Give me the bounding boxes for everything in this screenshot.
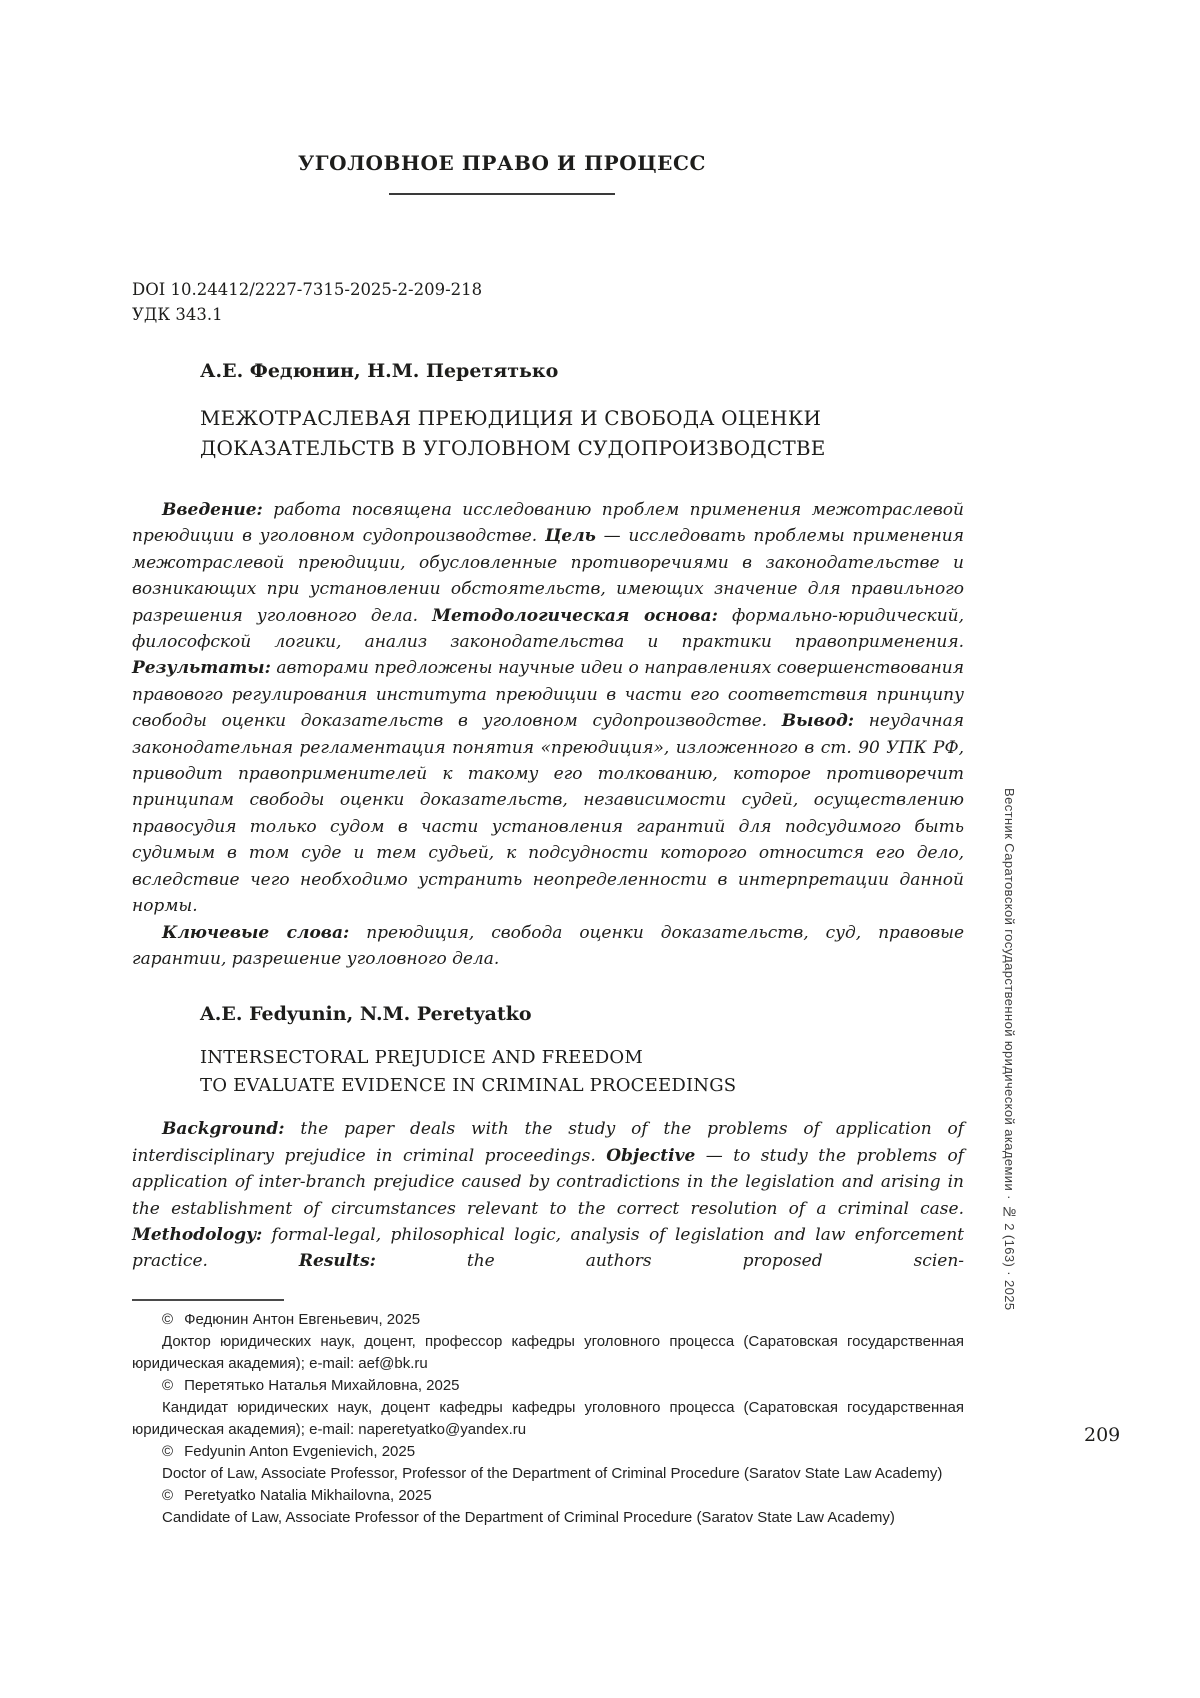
article-title-en: [132, 1044, 964, 1100]
copyright-icon: ©: [162, 1376, 174, 1394]
footnote-affiliation-fedyunin-en: Doctor of Law, Associate Professor, Professor of the Department of Criminal Procedure (Saratov State Law Academy): [162, 1464, 943, 1482]
abstract-en-results-label: Results:: [298, 1251, 376, 1272]
abstract-en-results-text: the authors proposed scien-: [466, 1251, 965, 1272]
abstract-ru-conclusion-label: Вывод:: [781, 711, 855, 732]
footnote-copyright-peretyatko-en: [132, 1485, 964, 1507]
footnote-rule: [132, 1299, 284, 1301]
section-title: УГОЛОВНОЕ ПРАВО И ПРОЦЕСС: [297, 151, 707, 175]
footnotes: [132, 1309, 964, 1529]
abstract-ru-method-label: Методологическая основа:: [432, 605, 718, 626]
doi-line: DOI 10.24412/2227-7315-2025-2-209-218: [132, 280, 483, 299]
abstract-ru-intro-label: Введение:: [162, 500, 263, 520]
copyright-icon: ©: [162, 1442, 174, 1460]
footnote-copyright-fedyunin-en: [132, 1441, 964, 1463]
page-number: 209: [1084, 1424, 1121, 1446]
footnote-copyright-fedyunin-ru: [132, 1309, 964, 1331]
title-ru-line2: ДОКАЗАТЕЛЬСТВ В УГОЛОВНОМ СУДОПРОИЗВОДСТВЕ: [200, 436, 826, 460]
footnote-text: Перетятько Наталья Михайловна, 2025: [184, 1376, 460, 1394]
abstract-ru: [132, 497, 964, 920]
abstract-en-methodology-label: Methodology:: [132, 1224, 263, 1245]
keywords-ru-label: Ключевые слова:: [162, 922, 350, 943]
article-title-ru: [132, 403, 964, 463]
abstract-ru-method-text: формально-юридический, философской логики, анализ законодательства и практики правоприменения.: [132, 605, 964, 653]
copyright-icon: ©: [162, 1486, 174, 1504]
footnote-text: Fedyunin Anton Evgenievich, 2025: [184, 1442, 416, 1460]
abstract-ru-results-label: Результаты:: [132, 658, 271, 679]
journal-title-vertical: Вестник Саратовской государственной юридической академии · № 2 (163) · 2025: [1002, 788, 1017, 1311]
copyright-icon: ©: [162, 1310, 174, 1328]
abstract-ru-conclusion-text: неудачная законодательная регламентация понятия «преюдиция», изложенного в ст. 90 УПК РФ, приводит правоприменителей к такому его толкованию, которое противоречит принципам свободы оценки доказательств, независимости судей, осуществлению правосудия только судом в части установления гарантий для подсудимого быть судимым в том суде и тем судьей, к подсудности которого относится его дело, вследствие чего необходимо устранить неопределенности в интерпретации данной нормы.: [132, 711, 964, 917]
abstract-en: [132, 1116, 964, 1274]
keywords-ru: [132, 920, 964, 973]
footnote-copyright-peretyatko-ru: [132, 1375, 964, 1397]
article-meta: [132, 277, 964, 327]
title-en-line2: TO EVALUATE EVIDENCE IN CRIMINAL PROCEEDINGS: [200, 1075, 737, 1097]
abstract-ru-results-text: авторами предложены научные идеи о направлениях совершенствования правового регулирования института преюдиции в части его соответствия принципу свободы оценки доказательств в уголовном судопроизводстве.: [132, 658, 964, 732]
footnote-text: Peretyatko Natalia Mikhailovna, 2025: [184, 1486, 432, 1504]
abstract-ru-objective-text: — исследовать проблемы применения межотраслевой преюдиции, обусловленные противоречиями в законодательстве и возникающих при установлении обстоятельств, имеющих значение для правильного разрешения уголовного дела.: [132, 526, 965, 626]
title-ru-line1: МЕЖОТРАСЛЕВАЯ ПРЕЮДИЦИЯ И СВОБОДА ОЦЕНКИ: [200, 406, 822, 430]
abstract-en-methodology-text: formal-legal, philosophical logic, analysis of legislation and law enforcement practice.: [132, 1224, 964, 1272]
abstract-en-objective-label: Objective: [606, 1145, 696, 1166]
abstract-en-background-text: the paper deals with the study of the problems of application of interdisciplinary prejudice in criminal proceedings.: [132, 1119, 964, 1166]
udk-line: УДК 343.1: [132, 305, 223, 324]
abstract-ru-objective-label: Цель: [544, 526, 596, 547]
content-column: [132, 0, 964, 1529]
abstract-en-background-label: Background:: [162, 1119, 285, 1140]
authors-ru: А.Е. Федюнин, Н.М. Перетятько: [200, 360, 559, 382]
authors-en: A.E. Fedyunin, N.M. Peretyatko: [200, 1003, 532, 1026]
abstract-ru-intro-text: работа посвящена исследованию проблем применения межотраслевой преюдиции в уголовном судопроизводстве.: [132, 500, 964, 547]
abstract-en-objective-text: — to study the problems of application of inter-branch prejudice caused by contradictions in the legislation and arising in the establishment of circumstances relevant to the correct resolution of a criminal case.: [132, 1145, 965, 1219]
footnote-affiliation-peretyatko-en: Candidate of Law, Associate Professor of the Department of Criminal Procedure (Saratov State Law Academy): [162, 1508, 895, 1526]
footnote-affiliation-fedyunin-ru: Доктор юридических наук, доцент, профессор кафедры уголовного процесса (Саратовская государственная юридическая академия); e-mail: aef@bk.ru: [132, 1332, 964, 1372]
title-en-line1: INTERSECTORAL PREJUDICE AND FREEDOM: [200, 1047, 643, 1069]
keywords-ru-text: преюдиция, свобода оценки доказательств, суд, правовые гарантии, разрешение уголовного дела.: [132, 922, 965, 969]
footnote-text: Федюнин Антон Евгеньевич, 2025: [184, 1310, 421, 1328]
section-title-rule: [389, 193, 615, 195]
section-header: [132, 150, 872, 195]
footnote-affiliation-peretyatko-ru: Кандидат юридических наук, доцент кафедры кафедры уголовного процесса (Саратовская государственная юридическая академия); e-mail: naperetyatko@yandex.ru: [132, 1398, 964, 1438]
